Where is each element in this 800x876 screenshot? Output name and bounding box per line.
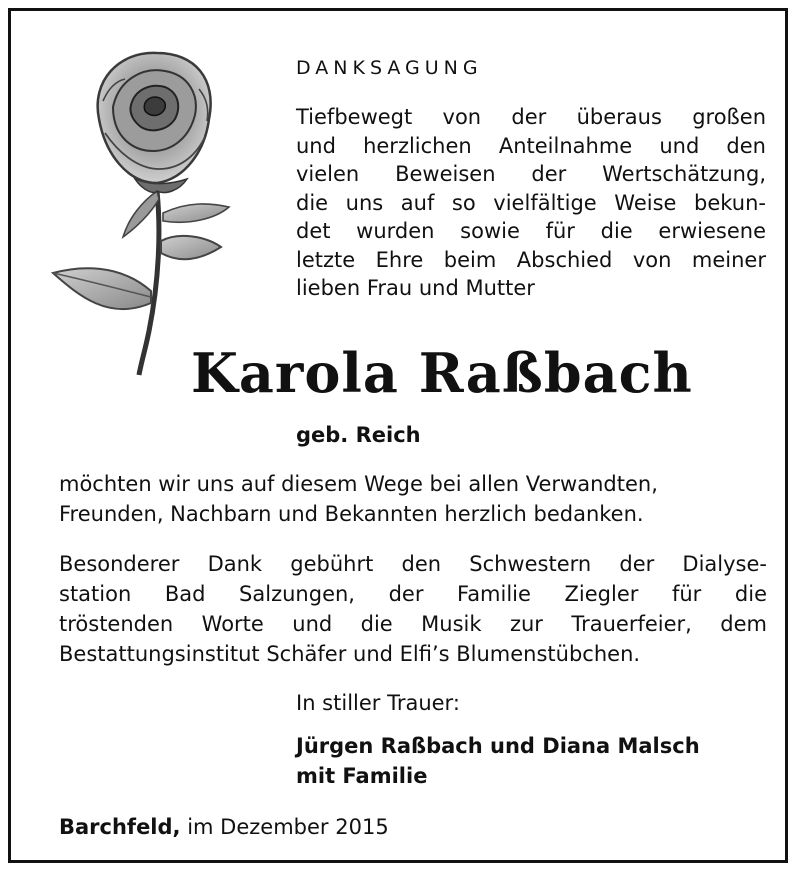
family-line: mit Familie: [296, 764, 428, 788]
deceased-name: Karola Raßbach: [191, 341, 693, 405]
intro-line: die uns auf so vielfältige Weise bekun-: [296, 190, 766, 215]
mourning-label: In stiller Trauer:: [296, 691, 460, 715]
special-thanks-line: Besonderer Dank gebührt den Schwestern der Dialyse-: [59, 552, 767, 576]
special-thanks-line: station Bad Salzungen, der Familie Ziegler für die: [59, 582, 767, 606]
special-thanks-paragraph: [59, 549, 767, 669]
family-line: Jürgen Raßbach und Diana Malsch: [296, 734, 700, 758]
family-signature: [296, 731, 700, 791]
thanks-paragraph: [59, 469, 767, 529]
intro-line: letzte Ehre beim Abschied von meiner: [296, 247, 766, 272]
special-thanks-line: tröstenden Worte und die Musik zur Trauerfeier, dem: [59, 612, 767, 636]
place-name: Barchfeld,: [59, 815, 181, 839]
thanks-line: Freunden, Nachbarn und Bekannten herzlich bedanken.: [59, 502, 644, 526]
intro-line: Tiefbewegt von der überaus großen: [296, 105, 766, 129]
notice-heading: DANKSAGUNG: [296, 57, 483, 79]
intro-paragraph: [296, 103, 766, 303]
intro-line: lieben Frau und Mutter: [296, 276, 535, 300]
intro-line: und herzlichen Anteilnahme und den: [296, 133, 766, 158]
obituary-notice: [8, 8, 788, 863]
maiden-name: geb. Reich: [296, 423, 421, 447]
date-text: im Dezember 2015: [187, 815, 389, 839]
intro-line: vielen Beweisen der Wertschätzung,: [296, 162, 766, 186]
intro-line: det wurden sowie für die erwiesene: [296, 219, 766, 243]
thanks-line: möchten wir uns auf diesem Wege bei allen Verwandten,: [59, 472, 658, 496]
place-date: [59, 815, 389, 839]
special-thanks-line: Bestattungsinstitut Schäfer und Elfi’s Blumenstübchen.: [59, 642, 641, 666]
rose-icon: [39, 41, 239, 381]
